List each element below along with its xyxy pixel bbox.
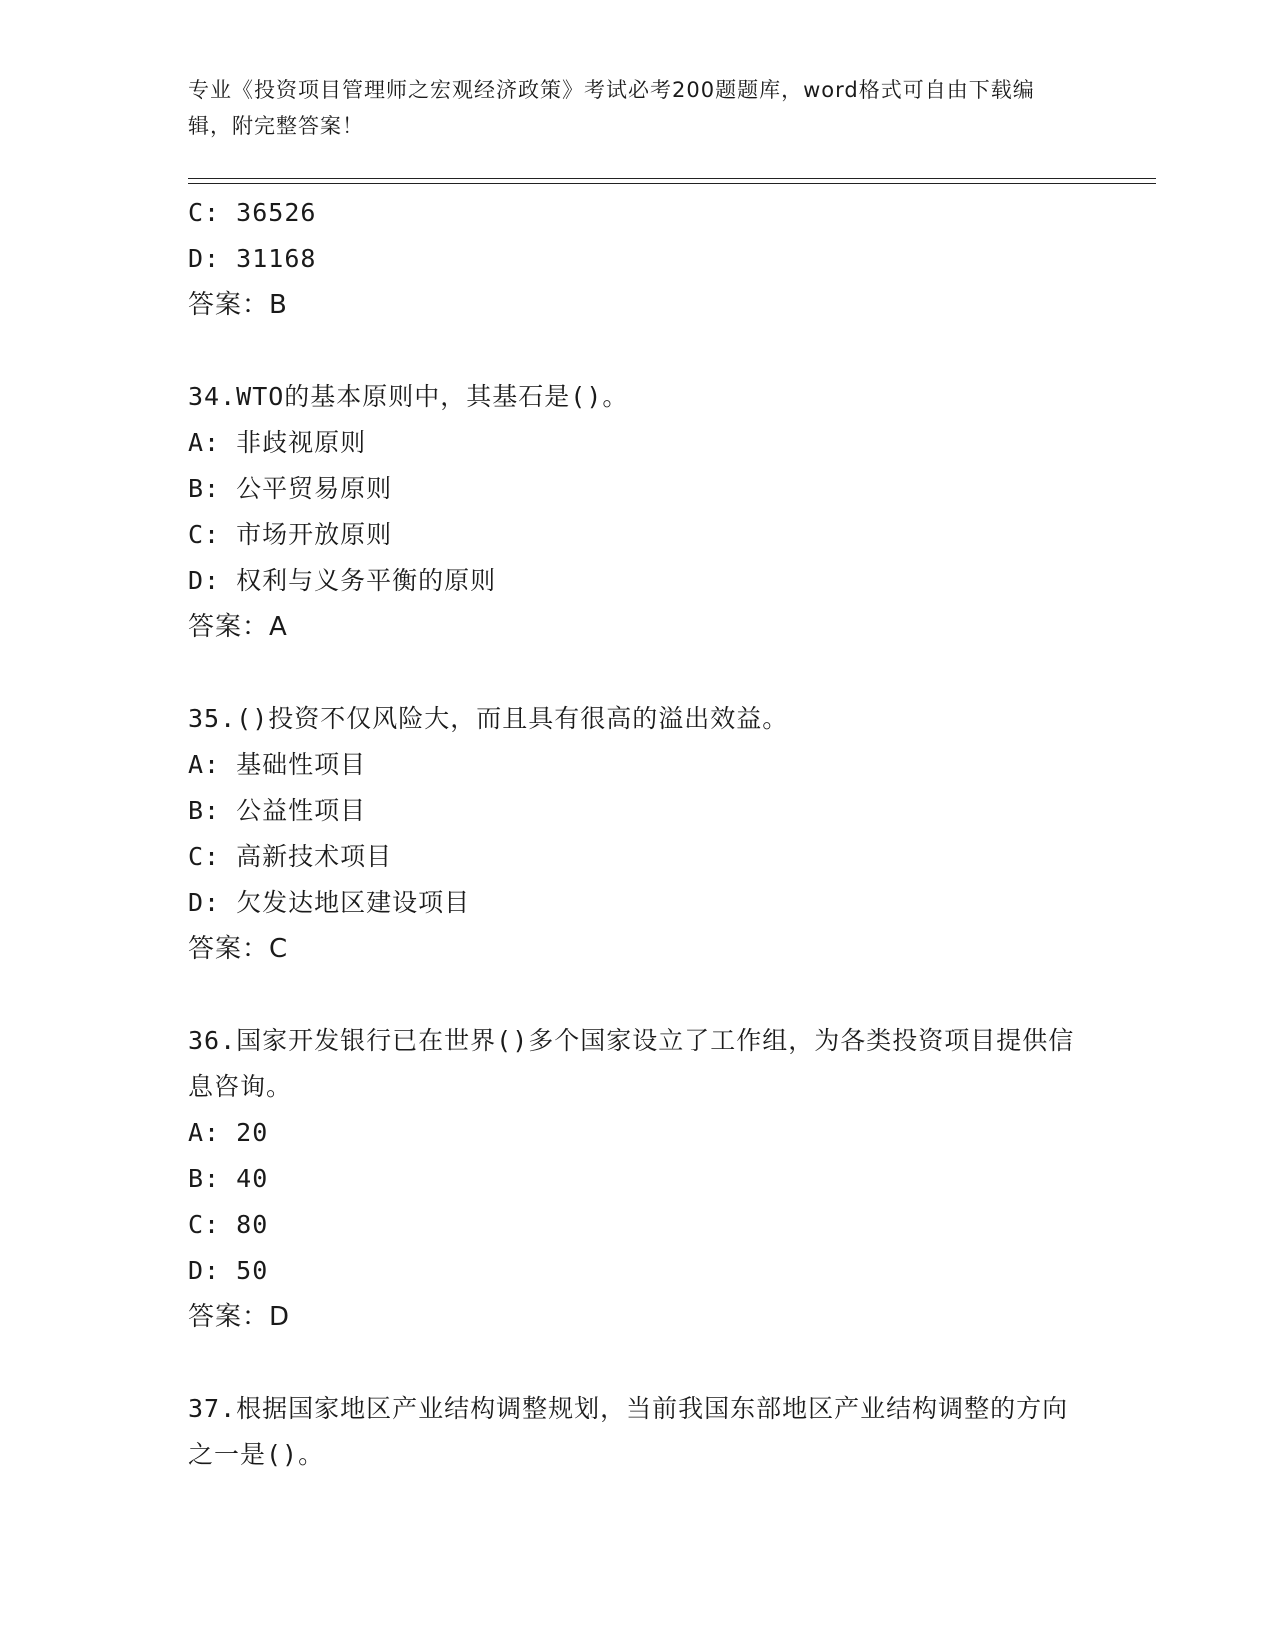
spacer (188, 972, 1088, 1018)
option-a: A: 20 (188, 1118, 269, 1147)
spacer (188, 328, 1088, 374)
question-stem: 34.WTO的基本原则中，其基石是()。 (188, 382, 629, 411)
option-a: A: 非歧视原则 (188, 428, 367, 457)
header-rule-bottom (188, 183, 1156, 184)
option-d: D: 欠发达地区建设项目 (188, 888, 471, 917)
option-d: D: 权利与义务平衡的原则 (188, 566, 497, 595)
option-c: C: 市场开放原则 (188, 520, 393, 549)
question-stem: 36.国家开发银行已在世界()多个国家设立了工作组，为各类投资项目提供信息咨询。 (188, 1026, 1075, 1101)
spacer (188, 1340, 1088, 1386)
option-b: B: 40 (188, 1164, 269, 1193)
header-text: 专业《投资项目管理师之宏观经济政策》考试必考200题题库，word格式可自由下载编辑，附完整答案！ (188, 78, 1035, 138)
document-header (188, 72, 1068, 144)
option-d: D: 50 (188, 1256, 269, 1285)
option-b: B: 公平贸易原则 (188, 474, 393, 503)
option-b: B: 公益性项目 (188, 796, 367, 825)
answer-line: 答案：A (188, 612, 288, 642)
spacer (188, 650, 1088, 696)
answer-line: 答案：D (188, 1302, 291, 1332)
question-stem: 37.根据国家地区产业结构调整规划，当前我国东部地区产业结构调整的方向之一是()。 (188, 1394, 1069, 1469)
option-d: D: 31168 (188, 244, 317, 273)
option-c: C: 36526 (188, 198, 317, 227)
answer-line: 答案：C (188, 934, 289, 964)
question-stem: 35.()投资不仅风险大，而且具有很高的溢出效益。 (188, 704, 789, 733)
option-c: C: 高新技术项目 (188, 842, 393, 871)
answer-line: 答案：B (188, 290, 288, 320)
option-c: C: 80 (188, 1210, 269, 1239)
option-a: A: 基础性项目 (188, 750, 367, 779)
header-rule-top (188, 178, 1156, 179)
question-content (188, 190, 1088, 1478)
